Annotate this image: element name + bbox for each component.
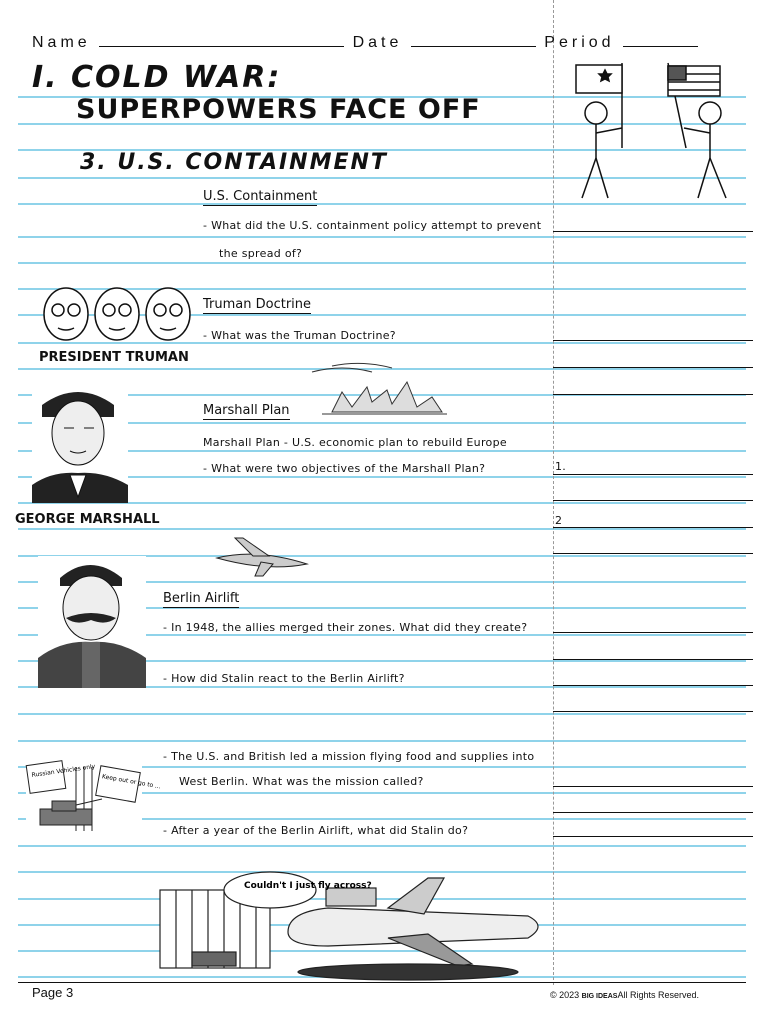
name-field[interactable] [99,32,344,47]
blockade-cartoon [26,761,162,837]
copyright-notice [550,990,699,1000]
answer-line-marshall-1b[interactable] [553,500,753,501]
answer-line-marshall-1[interactable] [553,474,753,475]
george-marshall-portrait [32,383,128,503]
airplane-sketch [213,534,311,578]
containment-heading: U.S. Containment [203,189,318,204]
answer-line-airlift-1[interactable] [553,632,753,633]
ruined-city-sketch [312,362,452,422]
answer-number-2: 2 [555,514,563,527]
truman-heading: Truman Doctrine [203,297,312,312]
footer-rule [18,982,746,983]
airlift-heading: Berlin Airlift [163,591,240,606]
answer-number-1: 1. [555,460,567,473]
answer-line-airlift-2[interactable] [553,685,753,686]
answer-line-airlift-3[interactable] [553,786,753,787]
airlift-question-4: - After a year of the Berlin Airlift, what did Stalin do? [163,824,469,837]
marshall-caption: GEORGE MARSHALL [15,512,160,527]
section-title: 3. U.S. CONTAINMENT [80,150,388,175]
marshall-question: - What were two objectives of the Marshall Plan? [203,462,486,475]
answer-line-truman-3[interactable] [553,394,753,395]
truman-caption: PRESIDENT TRUMAN [39,350,189,365]
date-field[interactable] [411,32,536,47]
answer-line-airlift-1b[interactable] [553,659,753,660]
containment-question-line2: the spread of? [219,247,303,260]
airlift-plane-cartoon [158,868,553,980]
copyright-year: © 2023 [550,990,580,1000]
airlift-question-3-line2: West Berlin. What was the mission called? [179,775,424,788]
main-title-line1: I. COLD WAR: [32,60,282,95]
marshall-definition: Marshall Plan - U.S. economic plan to rebuild Europe [203,436,507,449]
main-title-line2: SUPERPOWERS FACE OFF [76,94,481,125]
rights-text: All Rights Reserved. [617,990,700,1000]
name-date-period-header [32,32,698,52]
answer-line-truman-1[interactable] [553,340,753,341]
answer-line-airlift-3b[interactable] [553,812,753,813]
brand-logo: BIG IDEAS [581,993,618,1000]
stalin-portrait [38,556,146,688]
airlift-question-1: - In 1948, the allies merged their zones. What did they create? [163,621,528,634]
period-field[interactable] [623,32,698,47]
answer-line-airlift-4[interactable] [553,836,753,837]
answer-line-truman-2[interactable] [553,367,753,368]
airlift-question-2: - How did Stalin react to the Berlin Airlift? [163,672,405,685]
marshall-heading: Marshall Plan [203,403,290,418]
period-label: Period [544,34,615,51]
speech-bubble-text: Couldn't I just fly across? [244,881,372,891]
flag-standoff-illustration [560,58,750,208]
answer-line-marshall-2[interactable] [553,527,753,528]
answer-line-marshall-2b[interactable] [553,553,753,554]
containment-question-line1: - What did the U.S. containment policy attempt to prevent [203,219,542,232]
answer-line-airlift-2b[interactable] [553,711,753,712]
truman-faces-illustration [42,286,192,342]
sign-right-text: Keep out or go to ... [101,773,162,791]
airlift-question-3-line1: - The U.S. and British led a mission flying food and supplies into [163,750,535,763]
answer-line-containment[interactable] [553,231,753,232]
date-label: Date [352,34,403,51]
truman-question: - What was the Truman Doctrine? [203,329,396,342]
sign-left-text: Russian Vehicles only [31,763,96,779]
name-label: Name [32,34,91,51]
margin-divider [553,0,554,985]
page-number: Page 3 [32,985,74,1000]
